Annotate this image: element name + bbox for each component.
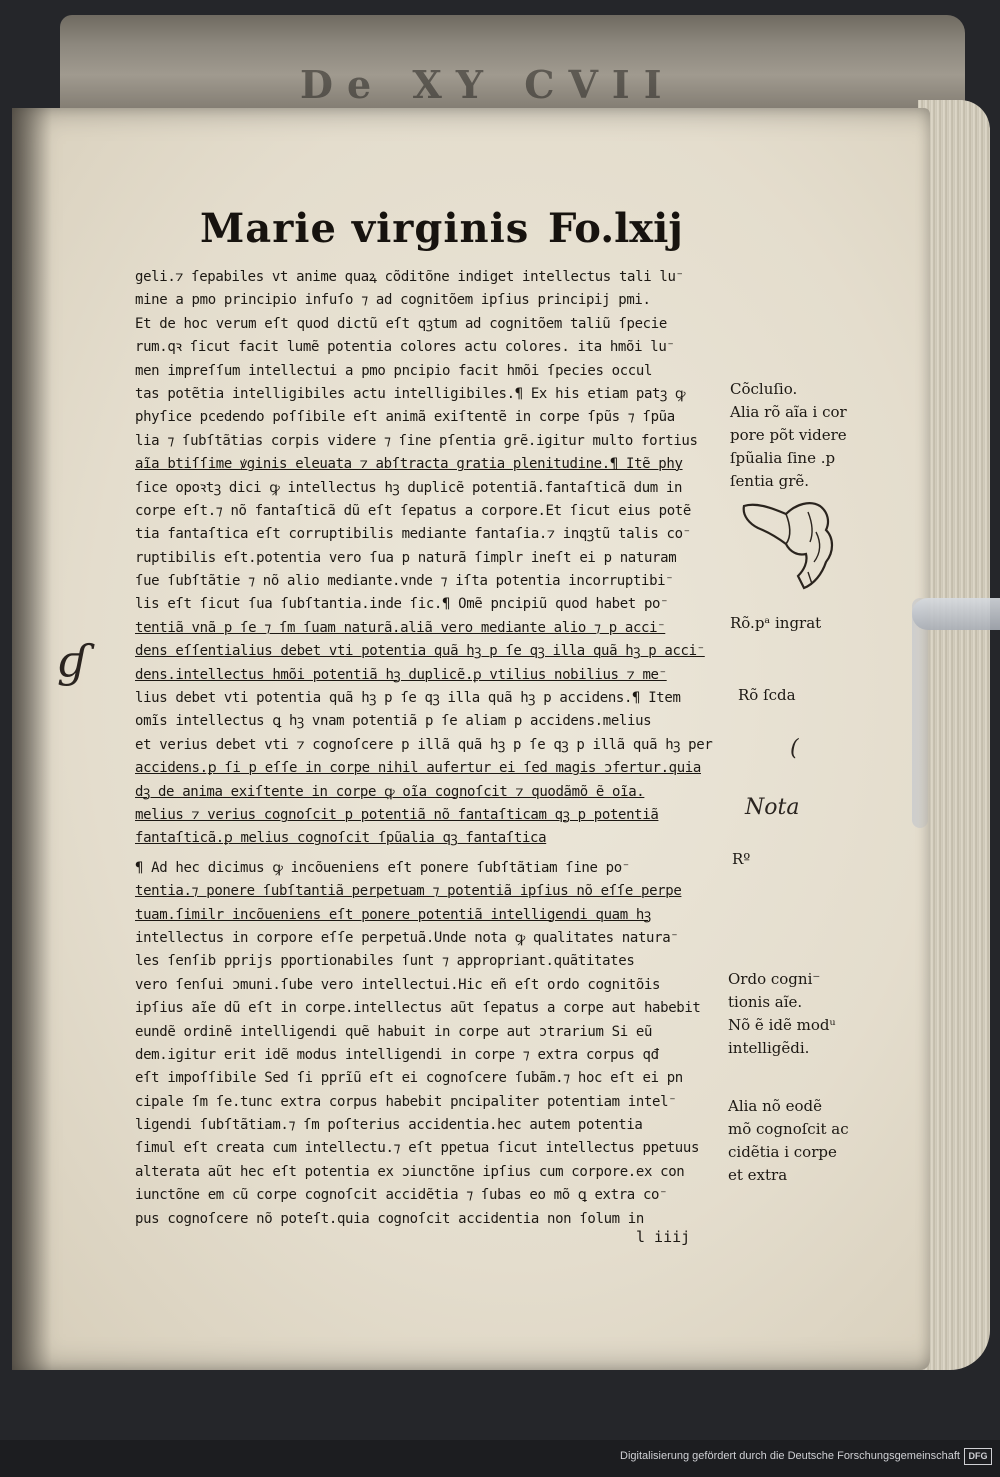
handwritten-left-mark: ɠ [58, 636, 89, 687]
text-line: Et de hoc verum eſt quod dictũ eſt qꝫtum ad cognitõem taliũ ſpecie [135, 315, 667, 332]
margin-note-line: ſpũalia ſine .p [730, 449, 836, 467]
text-line: lia ⁊ ſubſtãtias corpis videre ⁊ ſine pſentia grẽ.igitur multo fortius [135, 432, 698, 449]
margin-note-line: Rõ ſcda [738, 686, 796, 704]
text-line: pus cognoſcere nõ poteſt.quia cognoſcit accidentia non ſolum in [135, 1210, 644, 1227]
text-line: mine a pmo principio infuſo ⁊ ad cognitõem ipſius principij pmi. [135, 292, 651, 309]
text-line: alterata aũt hec eſt potentia ex ɔiunctõne ipſius cum corpore.ex con [135, 1163, 685, 1180]
margin-note-conclusio [730, 378, 797, 401]
text-line: dens.intellectus hmõi potentiã hꝫ duplicẽ.ꝑ vtilius nobilius ⁊ me⁻ [135, 666, 667, 683]
text-line: ligendi ſubſtãtiam.⁊ ſm poſterius accidentia.hec autem potentia [135, 1117, 643, 1134]
margin-note-responsio [732, 848, 750, 871]
text-line: dꝫ de anima exiſtente in corpe ꝙ oĩa cognoſcit ⁊ quodãmõ ẽ oĩa. [135, 783, 645, 800]
text-line: geli.⁊ ſepabiles vt anime quaꝝ cõditõne indiget intellectus tali lu⁻ [135, 269, 684, 285]
margin-note-alia-non [728, 1095, 849, 1187]
text-line: ſue ſubſtãtie ⁊ nõ alio mediante.vnde ⁊ iſta potentia incorruptibi⁻ [135, 573, 674, 590]
text-line: dens eſſentialius debet vti potentia quã hꝫ p ſe qꝫ illa quã hꝫ p acci⁻ [135, 643, 705, 660]
text-line: tentia.⁊ ponere ſubſtantiã perpetuam ⁊ potentiã ipſius nõ eſſe perpe [135, 883, 682, 900]
catchword: l iiij [636, 1228, 691, 1246]
footer-credit: Digitalisierung gefördert durch die Deutsche Forschungsgemeinschaft [620, 1450, 960, 1462]
text-line: accidens.ꝑ ſi p eſſe in corpe nihil aufertur ei ſed magis ɔfertur.quia [135, 760, 701, 777]
text-line: ipſius aĩe dũ eſt in corpe.intellectus aũt ſepatus a corpe aut habebit [135, 1000, 701, 1017]
margin-note-line: ſentia grẽ. [730, 472, 810, 490]
text-line: ſice opoꝛtꝫ dici ꝙ intellectus hꝫ duplicẽ potentiã.fantaſticã dum in [135, 479, 683, 496]
margin-note-ratio-prima [730, 612, 821, 635]
margin-note-line: Cõcluſio. [730, 380, 798, 398]
text-line: eſt impoſſibile Sed ſi pprĩũ eſt ei cognoſcere ſubãm.⁊ hoc eſt ei pn [135, 1070, 683, 1087]
margin-note-line: Nõ ẽ idẽ modᵘ [728, 1016, 836, 1034]
margin-note-alia-ratio [730, 401, 847, 493]
running-title: Marie virginis [200, 205, 530, 252]
text-line: dem.igitur erit idẽ modus intelligendi in corpe ⁊ extra corpus qđ [135, 1046, 659, 1063]
margin-note-line: pore põt videre [730, 426, 847, 444]
text-line: men impreſſum intellectui a pmo pncipio facit hmõi ſpecies occul [135, 362, 653, 379]
margin-note-line: tionis aĩe. [728, 993, 803, 1011]
text-line: vero ſenſui ɔmuni.ſube vero intellectui.Hic eñ eſt ordo cognitõis [135, 976, 661, 993]
margin-note-line: et extra [728, 1166, 788, 1184]
text-line: tentiã vnã p ſe ⁊ ſm ſuam naturã.aliã vero mediante alio ⁊ p acci⁻ [135, 619, 666, 636]
bookmark-clip [912, 598, 1000, 630]
margin-note-line: mõ cognoſcit ac [728, 1120, 849, 1138]
handwritten-nota: Nota [745, 795, 800, 820]
margin-note-line: Rõ.pᵃ ingrat [730, 614, 822, 632]
text-line: cipale ſm ſe.tunc extra corpus habebit pncipaliter potentiam intel⁻ [135, 1093, 677, 1110]
text-line: lis eſt ſicut ſua ſubſtantia.inde ſic.¶ Omẽ pncipiũ quod habet po⁻ [135, 596, 669, 613]
margin-note-line: cidẽtia i corpe [728, 1143, 837, 1161]
text-line: rum.qꝛ ſicut facit lumẽ potentia colores actu colores. ita hmõi lu⁻ [135, 339, 675, 356]
margin-note-line: Ordo cogni⁻ [728, 970, 821, 988]
margin-note-line: Rº [732, 850, 751, 868]
margin-note-line: Alia nõ eodẽ [728, 1097, 822, 1115]
margin-note-ordo [728, 968, 835, 1060]
text-line: melius ⁊ verius cognoſcit p potentiã nõ fantaſticam qꝫ p potentiã [135, 806, 659, 823]
text-line: iunctõne em cũ corpe cognoſcit accidẽtia ⁊ ſubas eo mõ ꝗ extra co⁻ [135, 1187, 668, 1204]
margin-note-line: Alia rõ aĩa i cor [730, 403, 847, 421]
text-line: omĩs intellectus ꝗ hꝫ vnam potentiã p ſe aliam p accidens.melius [135, 713, 652, 730]
handwritten-bracket: ( [790, 736, 799, 761]
text-line: tia fantaſtica eſt corruptibilis mediante fantaſia.⁊ inqꝫtũ talis co⁻ [135, 526, 691, 543]
text-line: fantaſticã.ꝑ melius cognoſcit ſpũalia qꝫ fantaſtica [135, 830, 547, 847]
text-line: eundẽ ordinẽ intelligendi quẽ habuit in corpe aut ɔtrarium Si eũ [135, 1023, 653, 1040]
text-line: et verius debet vti ⁊ cognoſcere p illã quã hꝫ p ſe qꝫ p illã quã hꝫ per [135, 736, 713, 753]
margin-note-line: intelligẽdi. [728, 1039, 810, 1057]
bookmark-stem [912, 598, 928, 828]
text-line: lius debet vti potentia quã hꝫ p ſe qꝫ illa quã hꝫ p accidens.¶ Item [135, 690, 681, 707]
text-line: tas potẽtia intelligibiles actu intelligibiles.¶ Ex his etiam patꝫ ꝙ [135, 385, 686, 402]
text-line: ¶ Ad hec dicimus ꝙ incõueniens eſt ponere ſubſtãtiam ſine po⁻ [135, 859, 630, 876]
spine-text: De ΧΥ CVII [300, 62, 676, 102]
margin-note-ratio-secunda [738, 684, 796, 707]
gutter-shadow [12, 108, 52, 1370]
text-line: phyſice pcedendo poſſibile eſt animã exiſtentẽ in corpe ſpũs ⁊ ſpũa [135, 409, 675, 426]
text-line: tuam.ſimilr incõueniens eſt ponere potentiã intelligendi quam hꝫ [135, 906, 651, 923]
text-line: corpe eſt.⁊ nõ fantaſticã dũ eſt ſepatus a corpore.Et ſicut eius potẽ [135, 502, 691, 519]
folio-number: Fo.lxij [548, 205, 683, 252]
dfg-logo: DFG [964, 1448, 992, 1465]
text-line: ſimul eſt creata cum intellectu.⁊ eſt ppetua ſicut intellectus ppetuus [135, 1140, 700, 1157]
text-line: intellectus in corpore eſſe perpetuã.Unde nota ꝙ qualitates natura⁻ [135, 929, 679, 946]
text-line: ruptibilis eſt.potentia vero ſua p naturã ſimplr ineſt ei p naturam [135, 549, 677, 566]
text-line: les ſenſib pprijs pportionabiles ſunt ⁊ appropriant.quãtitates [135, 953, 635, 970]
text-column [135, 266, 725, 1231]
manicule-icon [738, 492, 838, 596]
text-line: aĩa btiſſime ꝟginis eleuata ⁊ abſtracta gratia plenitudine.¶ Itẽ phy [135, 456, 683, 473]
